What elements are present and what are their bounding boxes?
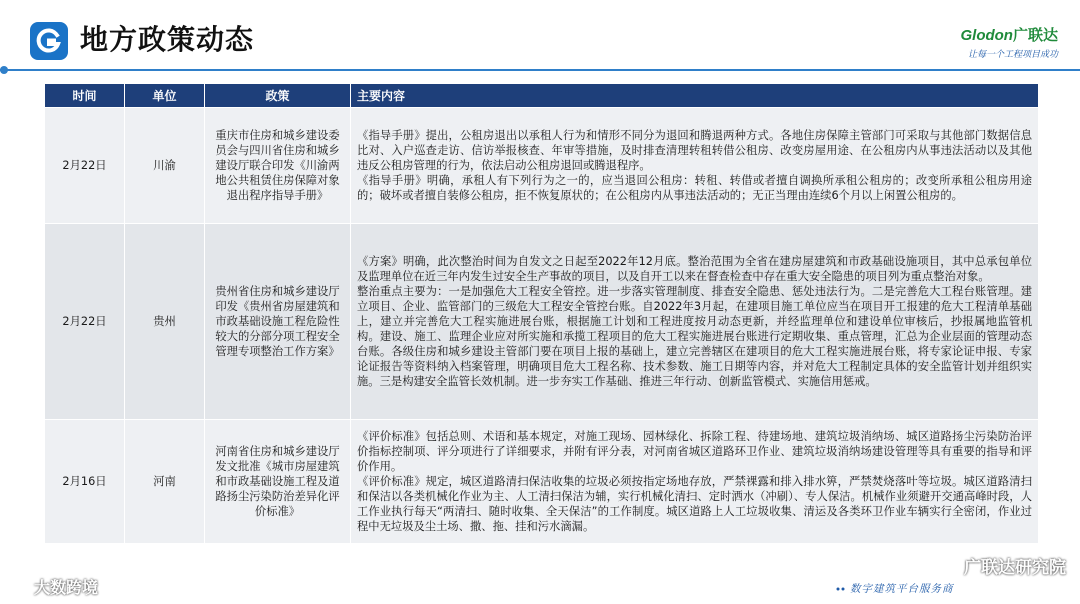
watermark-right-text: 广联达研究院 bbox=[964, 558, 1066, 578]
watermark-logo-icon bbox=[8, 578, 30, 596]
content-paragraph: 整治重点主要为：一是加强危大工程安全管控。进一步落实管理制度、排查安全隐患、惩处违法行为。二是完善危大工程台账管理。建立项目、企业、监管部门的三级危大工程安全管控台账。自2022年3月起，在建项目施工单位应当在项目开工报建的危大工程清单基础上，建立并完善危大工程实施进展台账，根据施工计划和工程进度按月动态更新，并经监理单位和建设单位审核后，抄报属地监管机构。建设、施工、监理企业应对所实施和承揽工程项目的危大工程实施进展台账进行定期收集、重点管理，汇总为企业层面的管理动态台账。各级住房和城乡建设主管部门要在项目上报的基础上，建立完善辖区在建项目的危大工程实施进展台账，将专家论证申报、专家论证报告等资料纳入档案管理，明确项目危大工程名称、技术参数、施工日期等内容，并对危大工程制定具体的安全监管计划并组织实施。三是构建安全监管长效机制。进一步夯实工作基础、推进三年行动、创新监管模式、实施信用惩戒。 bbox=[357, 285, 1032, 388]
watermark-left bbox=[8, 575, 98, 598]
header-time: 时间 bbox=[45, 84, 125, 108]
cell-policy: 贵州省住房和城乡建设厅印发《贵州省房屋建筑和市政基础设施工程危险性较大的分部分项工程安全管理专项整治工作方案》 bbox=[205, 224, 351, 420]
brand-slogan: 让每一个工程项目成功 bbox=[967, 50, 1058, 60]
cell-content bbox=[351, 224, 1039, 420]
decorative-dots-icon bbox=[836, 586, 846, 592]
cell-time: 2月22日 bbox=[45, 108, 125, 224]
cell-time: 2月16日 bbox=[45, 420, 125, 544]
content-paragraph: 《评价标准》规定，城区道路清扫保洁收集的垃圾必须按指定场地存放，严禁裸露和排入排水箅，严禁焚烧落叶等垃圾。城区道路清扫和保洁以各类机械化作业为主、人工清扫保洁为辅，实行机械化清扫、定时洒水（冲刷）、专人保洁。机械作业须避开交通高峰时段，人工作业执行每天“两清扫、随时收集、全天保洁”的工作制度。城区道路上人工垃圾收集、清运及各类环卫作业车辆实行全密闭，作业过程中无垃圾及尘土场、撒、拖、挂和污水滴漏。 bbox=[357, 475, 1032, 533]
header-content: 主要内容 bbox=[351, 84, 1039, 108]
watermark-right bbox=[938, 553, 1066, 578]
brand-name bbox=[960, 24, 1058, 45]
table-row bbox=[45, 108, 1039, 224]
cell-time: 2月22日 bbox=[45, 224, 125, 420]
cell-content bbox=[351, 420, 1039, 544]
content-paragraph: 《方案》明确，此次整治时间为自发文之日起至2022年12月底。整治范围为全省在建房屋建筑和市政基础设施项目，其中总承包单位及监理单位在近三年内发生过安全生产事故的项目，以及自开工以来在督查检查中存在重大安全隐患的项目列为重点整治对象。 bbox=[357, 255, 1032, 283]
service-slogan: 数字建筑平台服务商 bbox=[850, 583, 954, 595]
content-paragraph: 《指导手册》明确，承租人有下列行为之一的，应当退回公租房：转租、转借或者擅自调换所承租公租房的；改变所承租公租房用途的；破坏或者擅自装修公租房，拒不恢复原状的；在公租房内从事违法活动的；无正当理由连续6个月以上闲置公租房的。 bbox=[357, 174, 1032, 202]
brand-name-en: Glodon bbox=[960, 27, 1013, 44]
brand-name-cn: 广联达 bbox=[1012, 27, 1058, 44]
header-divider bbox=[0, 69, 1080, 71]
content-paragraph: 《指导手册》提出，公租房退出以承租人行为和情形不同分为退回和腾退两种方式。各地住房保障主管部门可采取与其他部门数据信息比对、入户巡查走访、信访举报核查、年审等措施，及时排查清理转租转借公租房、改变房屋用途、在公租房内从事违法活动以及其他违反公租房管理的行为，依法启动公租房退回或腾退程序。 bbox=[357, 129, 1032, 172]
brand-logo bbox=[960, 24, 1058, 60]
cell-unit: 川渝 bbox=[125, 108, 205, 224]
header-policy: 政策 bbox=[205, 84, 351, 108]
table-row bbox=[45, 420, 1039, 544]
watermark-left-text: 大数跨境 bbox=[34, 578, 99, 597]
logo-icon bbox=[30, 22, 68, 60]
table-header-row bbox=[45, 84, 1039, 108]
policy-table bbox=[44, 83, 1039, 544]
cell-content bbox=[351, 108, 1039, 224]
cell-unit: 河南 bbox=[125, 420, 205, 544]
cell-unit: 贵州 bbox=[125, 224, 205, 420]
wechat-icon bbox=[938, 557, 958, 575]
g-letter-icon bbox=[36, 28, 62, 54]
table-row bbox=[45, 224, 1039, 420]
cell-policy: 重庆市住房和城乡建设委员会与四川省住房和城乡建设厅联合印发《川渝两地公共租赁住房保障对象退出程序指导手册》 bbox=[205, 108, 351, 224]
header-unit: 单位 bbox=[125, 84, 205, 108]
page-title: 地方政策动态 bbox=[80, 23, 255, 56]
content-paragraph: 《评价标准》包括总则、术语和基本规定，对施工现场、园林绿化、拆除工程、待建场地、建筑垃圾消纳场、城区道路扬尘污染防治评价指标控制项、评分项进行了详细要求，并附有评分表，对河南省城区道路环卫作业、建筑垃圾消纳场建设管理等具有重要的指导和评价作用。 bbox=[357, 430, 1032, 473]
cell-policy: 河南省住房和城乡建设厅发文批准《城市房屋建筑和市政基础设施工程及道路扬尘污染防治差异化评价标准》 bbox=[205, 420, 351, 544]
